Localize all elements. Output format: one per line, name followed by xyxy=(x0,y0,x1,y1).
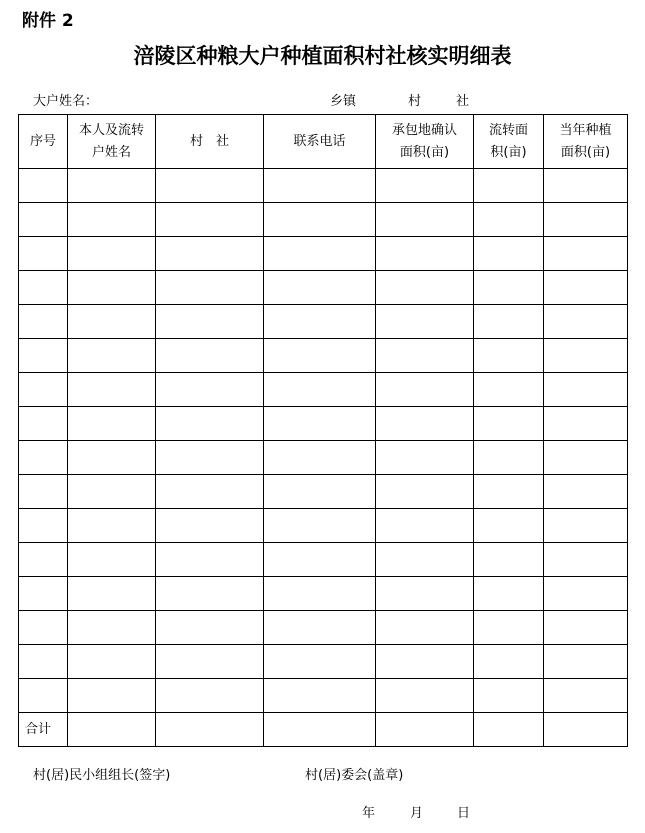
table-cell xyxy=(19,645,68,679)
table-cell xyxy=(68,169,156,203)
table-cell xyxy=(156,611,264,645)
table-cell xyxy=(474,373,544,407)
header-planting-area xyxy=(544,115,628,169)
table-cell xyxy=(19,543,68,577)
table-cell xyxy=(68,645,156,679)
table-cell xyxy=(544,407,628,441)
date-day-label: 日 xyxy=(457,806,471,821)
header-line: 本人及流转 xyxy=(78,122,144,138)
table-row xyxy=(19,645,628,679)
table-cell xyxy=(474,271,544,305)
table-cell xyxy=(544,339,628,373)
table-cell xyxy=(474,645,544,679)
table-cell xyxy=(19,339,68,373)
table-row xyxy=(19,543,628,577)
table-row xyxy=(19,577,628,611)
table-cell xyxy=(264,373,376,407)
village-label: 村 xyxy=(408,94,422,109)
table-cell xyxy=(156,339,264,373)
table-cell xyxy=(474,305,544,339)
table-cell xyxy=(474,679,544,713)
header-line: 联系电话 xyxy=(293,133,346,149)
date-year-label: 年 xyxy=(362,806,376,821)
table-cell xyxy=(156,407,264,441)
table-cell xyxy=(376,407,474,441)
table-row xyxy=(19,679,628,713)
table-cell xyxy=(264,407,376,441)
table-cell xyxy=(156,373,264,407)
table-cell xyxy=(264,611,376,645)
table-cell xyxy=(264,543,376,577)
table-row xyxy=(19,203,628,237)
header-household-name xyxy=(68,115,156,169)
verification-table xyxy=(18,114,628,747)
total-row xyxy=(19,713,628,747)
table-row xyxy=(19,509,628,543)
table-cell xyxy=(156,305,264,339)
table-cell xyxy=(544,713,628,747)
table-cell xyxy=(264,169,376,203)
table-row xyxy=(19,169,628,203)
table-cell xyxy=(68,713,156,747)
header-line: 流转面 xyxy=(488,122,528,138)
header-line: 承包地确认 xyxy=(391,122,457,138)
page-title: 涪陵区种粮大户种植面积村社核实明细表 xyxy=(133,43,512,68)
table-cell xyxy=(544,305,628,339)
table-cell xyxy=(156,509,264,543)
table-cell xyxy=(264,305,376,339)
table-cell xyxy=(19,577,68,611)
table-cell xyxy=(19,611,68,645)
table-cell xyxy=(156,203,264,237)
table-cell xyxy=(68,407,156,441)
header-line: 当年种植 xyxy=(559,122,612,138)
table-cell xyxy=(376,169,474,203)
table-cell xyxy=(264,441,376,475)
table-cell xyxy=(264,713,376,747)
table-cell xyxy=(68,679,156,713)
table-cell xyxy=(474,169,544,203)
header-line: 户姓名 xyxy=(91,144,131,160)
table-cell xyxy=(19,169,68,203)
table-cell xyxy=(474,237,544,271)
table-cell xyxy=(19,441,68,475)
table-cell xyxy=(68,305,156,339)
header-line: 面积(亩) xyxy=(399,144,450,160)
table-cell xyxy=(156,441,264,475)
table-cell xyxy=(376,577,474,611)
header-row xyxy=(19,115,628,169)
table-cell xyxy=(264,339,376,373)
table-cell xyxy=(68,271,156,305)
table-cell xyxy=(544,203,628,237)
table-cell xyxy=(376,339,474,373)
table-cell xyxy=(376,645,474,679)
table-cell xyxy=(544,237,628,271)
table-row xyxy=(19,441,628,475)
table-cell xyxy=(68,203,156,237)
table-row xyxy=(19,373,628,407)
header-contracted-area xyxy=(376,115,474,169)
table-cell xyxy=(376,543,474,577)
table-cell xyxy=(474,475,544,509)
table-cell xyxy=(264,645,376,679)
table-cell xyxy=(156,475,264,509)
committee-seal-label: 村(居)委会(盖章) xyxy=(305,768,404,783)
table-cell xyxy=(19,305,68,339)
owner-name-label: 大户姓名： xyxy=(33,94,99,109)
table-cell xyxy=(156,713,264,747)
table-cell xyxy=(19,509,68,543)
table-cell xyxy=(376,305,474,339)
table-cell xyxy=(156,679,264,713)
table-cell xyxy=(474,203,544,237)
header-serial-number xyxy=(19,115,68,169)
table-cell xyxy=(544,475,628,509)
town-label: 乡镇 xyxy=(330,94,357,109)
header-transfer-area xyxy=(474,115,544,169)
table-cell xyxy=(544,645,628,679)
table-row xyxy=(19,611,628,645)
community-label: 社 xyxy=(456,94,470,109)
header-line: 面积(亩) xyxy=(560,144,611,160)
table-cell xyxy=(264,679,376,713)
table-cell xyxy=(68,611,156,645)
table-cell xyxy=(68,441,156,475)
table-cell xyxy=(19,271,68,305)
table-cell xyxy=(156,645,264,679)
header-village-community xyxy=(156,115,264,169)
table-cell xyxy=(19,407,68,441)
table-cell xyxy=(156,543,264,577)
table-cell xyxy=(544,169,628,203)
table-cell xyxy=(19,203,68,237)
table-cell xyxy=(376,271,474,305)
table-cell xyxy=(376,373,474,407)
table-row xyxy=(19,237,628,271)
table-cell xyxy=(376,475,474,509)
table-cell xyxy=(264,271,376,305)
table-row xyxy=(19,407,628,441)
table-cell xyxy=(544,373,628,407)
table-cell xyxy=(19,679,68,713)
table-cell xyxy=(68,475,156,509)
table-body xyxy=(19,169,628,747)
total-label: 合计 xyxy=(19,713,68,747)
table-cell xyxy=(156,271,264,305)
header-line: 村 社 xyxy=(189,133,229,149)
table-cell xyxy=(544,679,628,713)
table-cell xyxy=(376,237,474,271)
header-line: 序号 xyxy=(29,133,56,149)
table-cell xyxy=(376,203,474,237)
group-leader-signature-label: 村(居)民小组组长(签字) xyxy=(33,768,171,783)
table-cell xyxy=(68,373,156,407)
table-cell xyxy=(474,577,544,611)
table-cell xyxy=(68,577,156,611)
table-cell xyxy=(474,441,544,475)
table-cell xyxy=(68,339,156,373)
attachment-label: 附件 2 xyxy=(22,11,74,31)
table-cell xyxy=(264,577,376,611)
table-cell xyxy=(264,475,376,509)
table-cell xyxy=(376,509,474,543)
table-cell xyxy=(474,713,544,747)
header-phone xyxy=(264,115,376,169)
table-cell xyxy=(19,237,68,271)
table-cell xyxy=(376,713,474,747)
table-cell xyxy=(474,543,544,577)
table-cell xyxy=(544,611,628,645)
table-cell xyxy=(68,509,156,543)
table-cell xyxy=(474,611,544,645)
table-cell xyxy=(544,509,628,543)
table-cell xyxy=(474,339,544,373)
table-cell xyxy=(544,543,628,577)
table-row xyxy=(19,305,628,339)
table-row xyxy=(19,339,628,373)
header-line: 积(亩) xyxy=(490,144,527,160)
table-cell xyxy=(544,577,628,611)
table-row xyxy=(19,271,628,305)
table-cell xyxy=(156,577,264,611)
table-cell xyxy=(474,407,544,441)
table-cell xyxy=(264,203,376,237)
table-cell xyxy=(68,237,156,271)
table-cell xyxy=(19,475,68,509)
table-cell xyxy=(19,373,68,407)
table-cell xyxy=(156,237,264,271)
table-cell xyxy=(376,679,474,713)
table-cell xyxy=(264,509,376,543)
table-cell xyxy=(156,169,264,203)
table-cell xyxy=(376,441,474,475)
table-cell xyxy=(544,441,628,475)
table-cell xyxy=(68,543,156,577)
table-row xyxy=(19,475,628,509)
table-cell xyxy=(474,509,544,543)
table-cell xyxy=(544,271,628,305)
table-cell xyxy=(376,611,474,645)
date-month-label: 月 xyxy=(410,806,424,821)
table-cell xyxy=(264,237,376,271)
